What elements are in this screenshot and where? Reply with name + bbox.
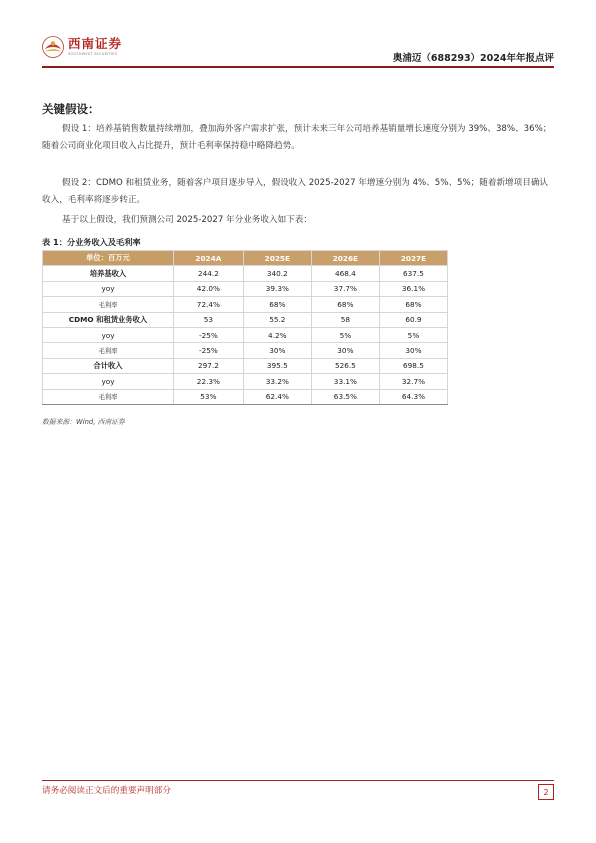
table-cell: 68% <box>379 297 447 312</box>
row-label: yoy <box>43 374 174 389</box>
footer-disclaimer: 请务必阅读正文后的重要声明部分 <box>42 786 171 796</box>
table-cell: 5% <box>379 327 447 342</box>
table-cell: 30% <box>311 343 379 358</box>
row-label: 毛利率 <box>43 389 174 404</box>
data-source: 数据来源：Wind, 西南证券 <box>42 418 125 426</box>
table-row <box>43 374 448 389</box>
brand-name: 西南证券 <box>68 36 123 51</box>
table-cell: 468.4 <box>311 266 379 281</box>
table-row <box>43 281 448 296</box>
table-cell: 33.2% <box>243 374 311 389</box>
table-caption: 表 1：分业务收入及毛利率 <box>42 237 141 247</box>
table-cell: -25% <box>174 343 244 358</box>
table-cell: 64.3% <box>379 389 447 404</box>
table-cell: 68% <box>243 297 311 312</box>
row-label: 培养基收入 <box>43 266 174 281</box>
header-2026e: 2026E <box>311 251 379 266</box>
page-number: 2 <box>538 784 554 800</box>
table-row <box>43 343 448 358</box>
row-label: yoy <box>43 327 174 342</box>
table-cell: 637.5 <box>379 266 447 281</box>
row-label: 毛利率 <box>43 297 174 312</box>
table-cell: 39.3% <box>243 281 311 296</box>
table-cell: 698.5 <box>379 358 447 373</box>
table-cell: 53% <box>174 389 244 404</box>
brand-logo <box>42 36 122 58</box>
table-cell: 53 <box>174 312 244 327</box>
table-cell: 395.5 <box>243 358 311 373</box>
table-row <box>43 358 448 373</box>
brand-name-en: SOUTHWEST SECURITIES <box>68 52 118 56</box>
table-cell: 32.7% <box>379 374 447 389</box>
table-cell: 340.2 <box>243 266 311 281</box>
table-row <box>43 327 448 342</box>
table-row <box>43 389 448 404</box>
table-cell: 36.1% <box>379 281 447 296</box>
revenue-table <box>42 250 448 405</box>
table-cell: 42.0% <box>174 281 244 296</box>
section-title: 关键假设： <box>42 102 100 116</box>
assumption-paragraph-2: 假设 2：CDMO 和租赁业务，随着客户项目逐步导入，假设收入 2025-2027 年增速分别为 4%、5%、5%；随着新增项目确认收入，毛利率将逐步转正。 <box>42 178 549 205</box>
row-label: 毛利率 <box>43 343 174 358</box>
table-cell: 63.5% <box>311 389 379 404</box>
table-cell: 526.5 <box>311 358 379 373</box>
row-label: CDMO 和租赁业务收入 <box>43 312 174 327</box>
table-cell: 244.2 <box>174 266 244 281</box>
table-cell: 55.2 <box>243 312 311 327</box>
assumption-paragraph-1: 假设 1：培养基销售数量持续增加，叠加海外客户需求扩张，预计未来三年公司培养基销量增长速度分别为 39%、38%、36%；随着公司商业化项目收入占比提升，预计毛利率保持稳中略降趋势。 <box>42 124 552 151</box>
footer-divider <box>42 780 554 781</box>
table-row <box>43 266 448 281</box>
header-unit: 单位：百万元 <box>43 251 174 266</box>
table-body <box>43 266 448 405</box>
table-cell: 22.3% <box>174 374 244 389</box>
forecast-intro-paragraph: 基于以上假设，我们预测公司 2025-2027 年分业务收入如下表： <box>62 215 312 225</box>
header-2025e: 2025E <box>243 251 311 266</box>
table-cell: 5% <box>311 327 379 342</box>
table-cell: 33.1% <box>311 374 379 389</box>
table-cell: 58 <box>311 312 379 327</box>
table-cell: -25% <box>174 327 244 342</box>
table-cell: 30% <box>379 343 447 358</box>
table-cell: 30% <box>243 343 311 358</box>
table-cell: 297.2 <box>174 358 244 373</box>
header-2024a: 2024A <box>174 251 244 266</box>
header-divider <box>42 66 554 68</box>
brand-logo-icon <box>42 36 64 58</box>
table-cell: 4.2% <box>243 327 311 342</box>
table-header-row <box>43 251 448 266</box>
table-cell: 37.7% <box>311 281 379 296</box>
table-cell: 60.9 <box>379 312 447 327</box>
row-label: yoy <box>43 281 174 296</box>
table-row <box>43 297 448 312</box>
row-label: 合计收入 <box>43 358 174 373</box>
table-row <box>43 312 448 327</box>
header-2027e: 2027E <box>379 251 447 266</box>
table-cell: 72.4% <box>174 297 244 312</box>
table-cell: 68% <box>311 297 379 312</box>
report-title: 奥浦迈（688293）2024年年报点评 <box>392 53 554 64</box>
table-cell: 62.4% <box>243 389 311 404</box>
